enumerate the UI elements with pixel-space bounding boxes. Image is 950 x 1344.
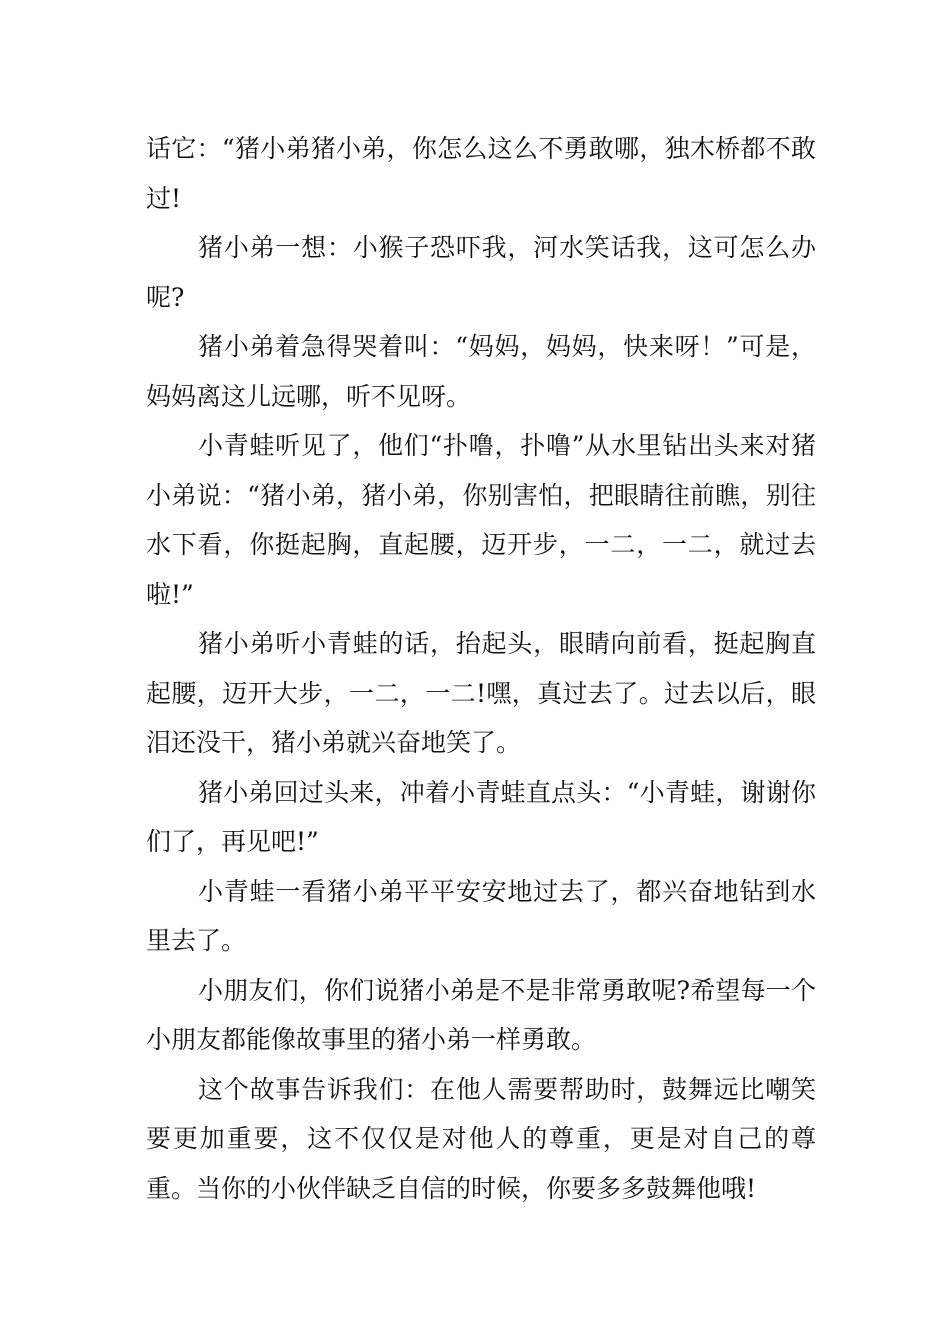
paragraph-moral: 这个故事告诉我们：在他人需要帮助时，鼓舞远比嘲笑要更加重要，这不仅仅是对他人的尊重，更是对自己的尊重。当你的小伙伴缺乏自信的时候，你要多多鼓舞他哦! (146, 1074, 816, 1203)
paragraph: 猪小弟一想：小猴子恐吓我，河水笑话我，这可怎么办呢? (146, 233, 816, 312)
paragraph-continuation: 话它：“猪小弟猪小弟，你怎么这么不勇敢哪，独木桥都不敢过! (146, 134, 816, 213)
paragraph: 小朋友们，你们说猪小弟是不是非常勇敢呢?希望每一个小朋友都能像故事里的猪小弟一样勇敢。 (146, 975, 816, 1054)
paragraph: 猪小弟回过头来，冲着小青蛙直点头：“小青蛙，谢谢你们了，再见吧!” (146, 777, 816, 856)
paragraph: 猪小弟听小青蛙的话，抬起头，眼睛向前看，挺起胸直起腰，迈开大步，一二，一二!嘿，真过去了。过去以后，眼泪还没干，猪小弟就兴奋地笑了。 (146, 629, 816, 757)
story-text (146, 124, 816, 1213)
paragraph: 小青蛙听见了，他们“扑噜，扑噜”从水里钻出头来对猪小弟说：“猪小弟，猪小弟，你别害怕，把眼睛往前瞧，别往水下看，你挺起胸，直起腰，迈开步，一二，一二，就过去啦!” (146, 431, 816, 609)
paragraph: 猪小弟着急得哭着叫：“妈妈，妈妈，快来呀！”可是，妈妈离这儿远哪，听不见呀。 (146, 332, 816, 411)
paragraph: 小青蛙一看猪小弟平平安安地过去了，都兴奋地钻到水里去了。 (146, 876, 816, 955)
